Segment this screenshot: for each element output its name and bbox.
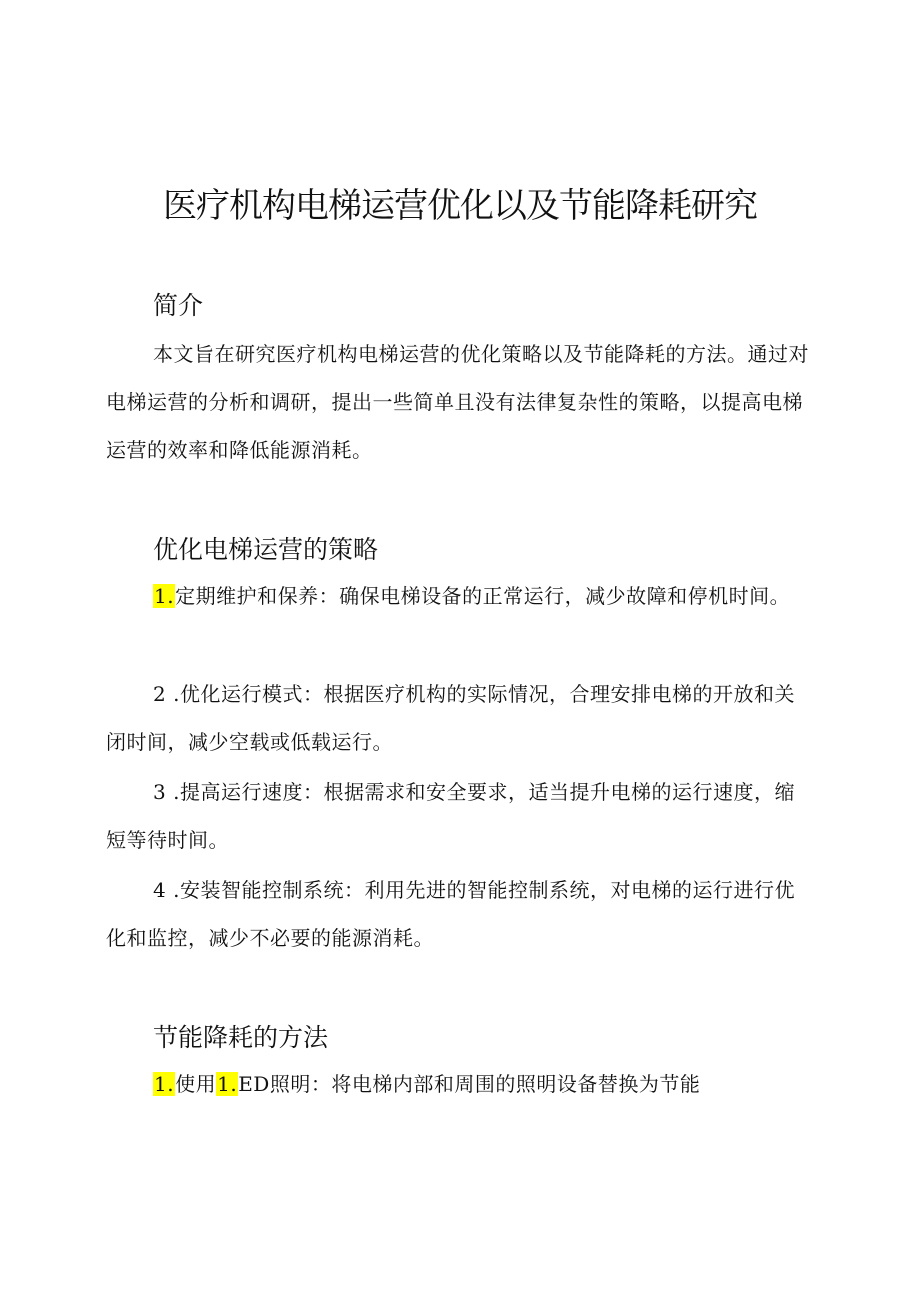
item-text: 优化运行模式：根据医疗机构的实际情况，合理安排电梯的开放和关闭时间，减少空载或低载运行。	[106, 682, 795, 754]
strategy-item-2	[106, 670, 814, 766]
strategy-item-1	[106, 572, 814, 620]
item-text: 提高运行速度：根据需求和安全要求，适当提升电梯的运行速度，缩短等待时间。	[106, 780, 795, 852]
item-number-highlight: 1.	[154, 584, 175, 608]
intro-paragraph: 本文旨在研究医疗机构电梯运营的优化策略以及节能降耗的方法。通过对电梯运营的分析和调研，提出一些简单且没有法律复杂性的策略，以提高电梯运营的效率和降低能源消耗。	[106, 342, 809, 462]
section-heading-strategy: 优化电梯运营的策略	[153, 535, 379, 564]
document-title: 医疗机构电梯运营优化以及节能降耗研究	[163, 186, 757, 226]
item-text: 使用	[175, 1072, 217, 1096]
item-text: 安装智能控制系统：利用先进的智能控制系统，对电梯的运行进行优化和监控，减少不必要的能源消耗。	[106, 878, 795, 950]
section-heading-energy: 节能降耗的方法	[153, 1023, 329, 1052]
energy-item-1	[106, 1060, 814, 1108]
led-highlight: 1.	[217, 1072, 238, 1096]
item-number: 4 .	[153, 878, 180, 902]
strategy-item-3	[106, 768, 814, 864]
strategy-item-4	[106, 866, 814, 962]
item-number: 3 .	[153, 780, 180, 804]
item-text: 定期维护和保养：确保电梯设备的正常运行，减少故障和停机时间。	[175, 584, 791, 608]
item-number-highlight: 1.	[154, 1072, 175, 1096]
item-number: 2 .	[153, 682, 180, 706]
section-heading-intro: 简介	[153, 291, 204, 320]
item-text: ED照明：将电梯内部和周围的照明设备替换为节能	[238, 1072, 701, 1096]
